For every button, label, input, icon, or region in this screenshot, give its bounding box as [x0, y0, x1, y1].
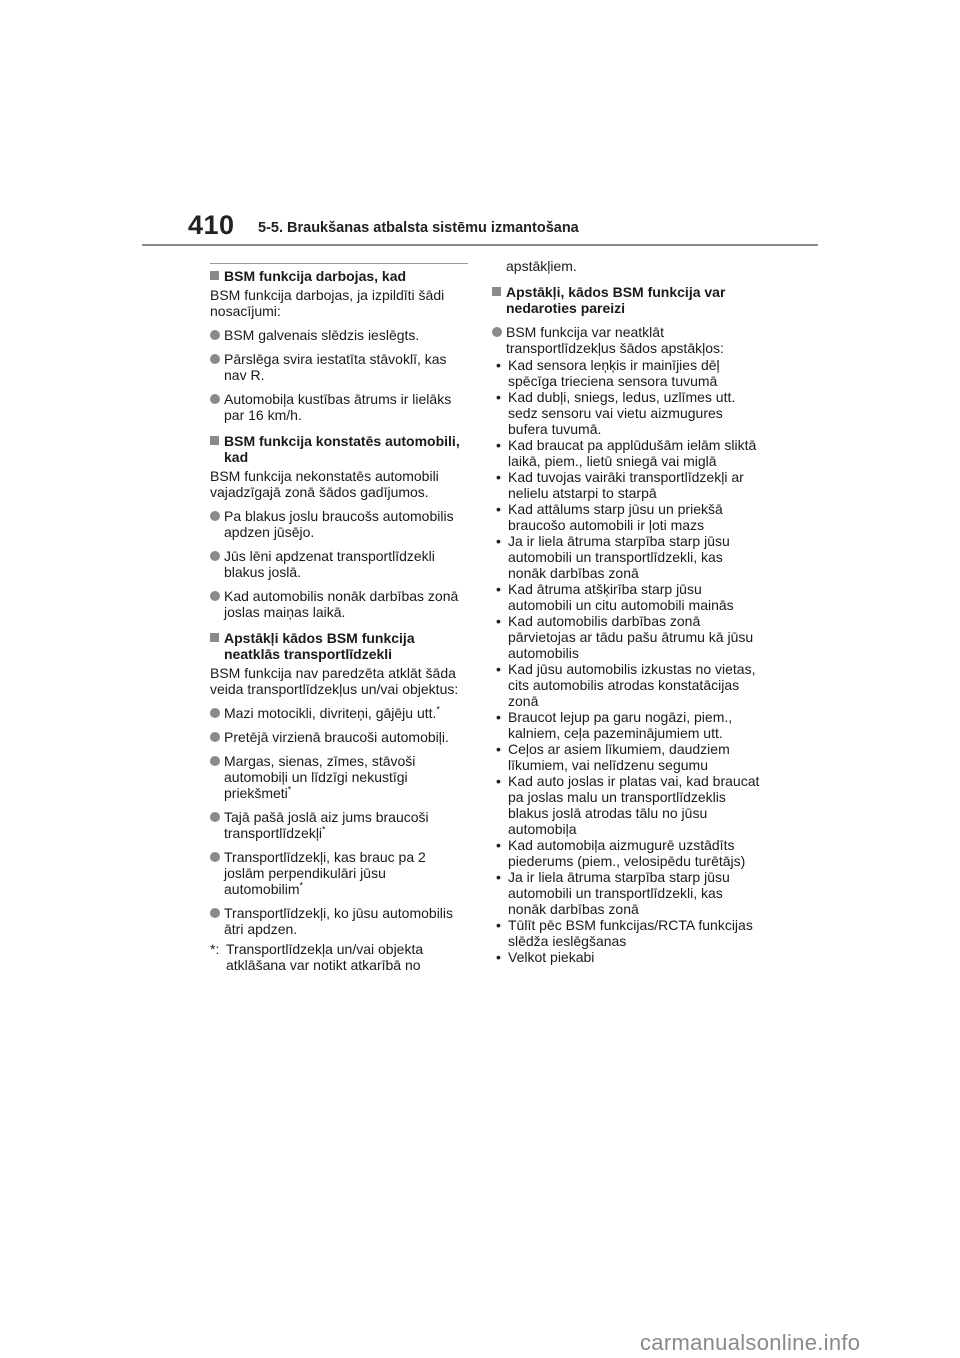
sub-list-item-text: Kad dubļi, sniegs, ledus, uzlīmes utt. sedz sensoru vai vietu aizmugures bufera tuvumā. [508, 389, 736, 437]
list-item-text: Automobiļa kustības ātrums ir lielāks par 16 km/h. [224, 391, 452, 423]
sub-list-item [492, 773, 762, 837]
circle-bullet-icon [210, 732, 220, 742]
bullet-point-icon: • [496, 469, 501, 485]
right-column [492, 258, 762, 965]
circle-bullet-icon [210, 551, 220, 561]
sub-list-item-text: Tūlīt pēc BSM funkcijas/RCTA funkcijas slēdža ieslēgšanas [508, 917, 753, 949]
footnote-reference: * [299, 880, 303, 891]
sub-list-item-text: Kad tuvojas vairāki transportlīdzekļi ar nelielu atstarpi to starpā [508, 469, 744, 501]
sub-list-item-text: Kad braucat pa applūdušām ielām sliktā laikā, piem., lietū sniegā vai miglā [508, 437, 757, 469]
circle-bullet-icon [210, 354, 220, 364]
bullet-point-icon: • [496, 869, 501, 885]
footnote-reference: * [287, 784, 292, 795]
section-title [492, 284, 762, 316]
sub-list-item-text: Kad ātruma atšķirība starp jūsu automobili un citu automobili mainās [508, 581, 734, 613]
list-item [210, 508, 468, 540]
bullet-point-icon: • [496, 773, 501, 789]
list-item-text: Jūs lēni apdzenat transportlīdzekli blakus joslā. [224, 548, 435, 580]
list-item [492, 324, 762, 356]
list-item [210, 753, 468, 801]
paragraph: BSM funkcija nav paredzēta atklāt šāda veida transportlīdzekļus un/vai objektus: [210, 665, 459, 697]
list-item-text: Transportlīdzekļi, kas brauc pa 2 joslām perpendikulāri jūsu automobilim* [224, 849, 426, 897]
list-item [210, 548, 468, 580]
bullet-point-icon: • [496, 709, 501, 725]
square-bullet-icon [210, 436, 219, 445]
sub-list-item-text: Ceļos ar asiem līkumiem, daudziem līkumiem, vai nelīdzenu segumu [508, 741, 730, 773]
sub-list-item-text: Velkot piekabi [508, 949, 595, 965]
section-title-text: BSM funkcija konstatēs automobili, kad [224, 433, 460, 465]
circle-bullet-icon [210, 908, 220, 918]
bullet-point-icon: • [496, 837, 501, 853]
square-bullet-icon [210, 633, 219, 642]
sub-list-item [492, 709, 762, 741]
section-title [210, 630, 468, 662]
list-item-text: Margas, sienas, zīmes, stāvoši automobiļi un līdzīgi nekustīgi priekšmeti* [224, 753, 416, 801]
circle-bullet-icon [210, 708, 220, 718]
chapter-title: 5-5. Braukšanas atbalsta sistēmu izmantošana [258, 220, 579, 236]
footnote [210, 941, 468, 973]
header-divider [142, 244, 818, 246]
footnote-reference: * [436, 704, 440, 715]
square-bullet-icon [492, 287, 501, 296]
bullet-point-icon: • [496, 533, 501, 549]
list-item [210, 905, 468, 937]
sub-list-item [492, 837, 762, 869]
list-item-text: Kad automobilis nonāk darbības zonā joslas maiņas laikā. [224, 588, 459, 620]
list-item-text: Pa blakus joslu braucošs automobilis apdzen jūsējo. [224, 508, 454, 540]
footnote-reference: * [322, 824, 326, 835]
bullet-point-icon: • [496, 357, 501, 373]
section-title [210, 268, 468, 284]
section-title-text: BSM funkcija darbojas, kad [224, 268, 407, 284]
list-item-text: Pārslēga svira iestatīta stāvoklī, kas nav R. [224, 351, 447, 383]
sub-list-item-text: Kad sensora leņķis ir mainījies dēļ spēcīga trieciena sensora tuvumā [508, 357, 720, 389]
sub-list-item [492, 357, 762, 389]
condition-list [492, 357, 762, 965]
list-item [210, 327, 468, 343]
sub-list-item [492, 741, 762, 773]
bullet-point-icon: • [496, 949, 501, 965]
sub-list-item [492, 533, 762, 581]
sub-list-item-text: Kad automobiļa aizmugurē uzstādīts piederums (piem., velosipēdu turētājs) [508, 837, 746, 869]
footnote-text: Transportlīdzekļa un/vai objekta atklāšana var notikt atkarībā no [226, 941, 424, 973]
circle-bullet-icon [210, 756, 220, 766]
list-item-text: Mazi motocikli, divriteņi, gājēju utt.* [224, 704, 440, 721]
sub-list-item [492, 501, 762, 533]
section-title [210, 433, 468, 465]
bullet-point-icon: • [496, 661, 501, 677]
bullet-point-icon: • [496, 917, 501, 933]
section-title-text: Apstākļi, kādos BSM funkcija var nedaroties pareizi [506, 284, 726, 316]
sub-list-item-text: Kad attālums starp jūsu un priekšā braucošo automobili ir ļoti mazs [508, 501, 723, 533]
sub-list-item-text: Ja ir liela ātruma starpība starp jūsu automobili un transportlīdzekli, kas nonāk darbības zonā [508, 869, 730, 917]
circle-bullet-icon [492, 327, 502, 337]
sub-list-item [492, 661, 762, 709]
list-item [210, 588, 468, 620]
circle-bullet-icon [210, 812, 220, 822]
list-item [210, 705, 468, 721]
footnote-continuation: apstākļiem. [506, 258, 577, 274]
list-item [210, 729, 468, 745]
square-bullet-icon [210, 271, 219, 280]
section-title-text: Apstākļi kādos BSM funkcija neatklās transportlīdzekli [224, 630, 415, 662]
sub-list-item [492, 437, 762, 469]
list-item-text: Pretējā virzienā braucoši automobiļi. [224, 729, 449, 745]
bullet-point-icon: • [496, 741, 501, 757]
page-number: 410 [188, 210, 235, 240]
left-column [210, 258, 468, 973]
list-item-text: BSM galvenais slēdzis ieslēgts. [224, 327, 420, 343]
circle-bullet-icon [210, 591, 220, 601]
sub-list-item [492, 869, 762, 917]
list-item [210, 849, 468, 897]
list-item [210, 809, 468, 841]
footnote-mark: *: [210, 941, 220, 957]
bullet-point-icon: • [496, 501, 501, 517]
list-item [210, 351, 468, 383]
circle-bullet-icon [210, 852, 220, 862]
sub-list-item-text: Kad jūsu automobilis izkustas no vietas, cits automobilis atrodas konstatācijas zonā [508, 661, 756, 709]
list-item-text: BSM funkcija var neatklāt transportlīdzekļus šādos apstākļos: [506, 324, 724, 356]
bullet-point-icon: • [496, 613, 501, 629]
sub-list-item [492, 581, 762, 613]
sub-list-item-text: Ja ir liela ātruma starpība starp jūsu automobili un transportlīdzekli, kas nonāk darbības zonā [508, 533, 730, 581]
paragraph: BSM funkcija darbojas, ja izpildīti šādi nosacījumi: [210, 287, 445, 319]
sub-list-item-text: Kad automobilis darbības zonā pārvietojas ar tādu pašu ātrumu kā jūsu automobilis [508, 613, 754, 661]
sub-list-item [492, 917, 762, 949]
bullet-point-icon: • [496, 389, 501, 405]
circle-bullet-icon [210, 394, 220, 404]
sub-list-item [492, 613, 762, 661]
paragraph: BSM funkcija nekonstatēs automobili vajadzīgajā zonā šādos gadījumos. [210, 468, 439, 500]
sub-list-item [492, 389, 762, 437]
circle-bullet-icon [210, 511, 220, 521]
sub-list-item [492, 469, 762, 501]
sub-list-item-text: Braucot lejup pa garu nogāzi, piem., kalniem, ceļa pazeminājumiem utt. [508, 709, 733, 741]
list-item [210, 391, 468, 423]
bullet-point-icon: • [496, 437, 501, 453]
list-item-text: Tajā pašā joslā aiz jums braucoši transportlīdzekļi* [224, 809, 429, 841]
list-item-text: Transportlīdzekļi, ko jūsu automobilis ātri apdzen. [224, 905, 454, 937]
sub-list-item [492, 949, 762, 965]
watermark: carmanualsonline.info [640, 1330, 861, 1355]
bullet-point-icon: • [496, 581, 501, 597]
column-top-divider [210, 263, 468, 264]
circle-bullet-icon [210, 330, 220, 340]
sub-list-item-text: Kad auto joslas ir platas vai, kad braucat pa joslas malu un transportlīdzeklis blakus joslā atrodas tālu no jūsu automobiļa [508, 773, 760, 837]
